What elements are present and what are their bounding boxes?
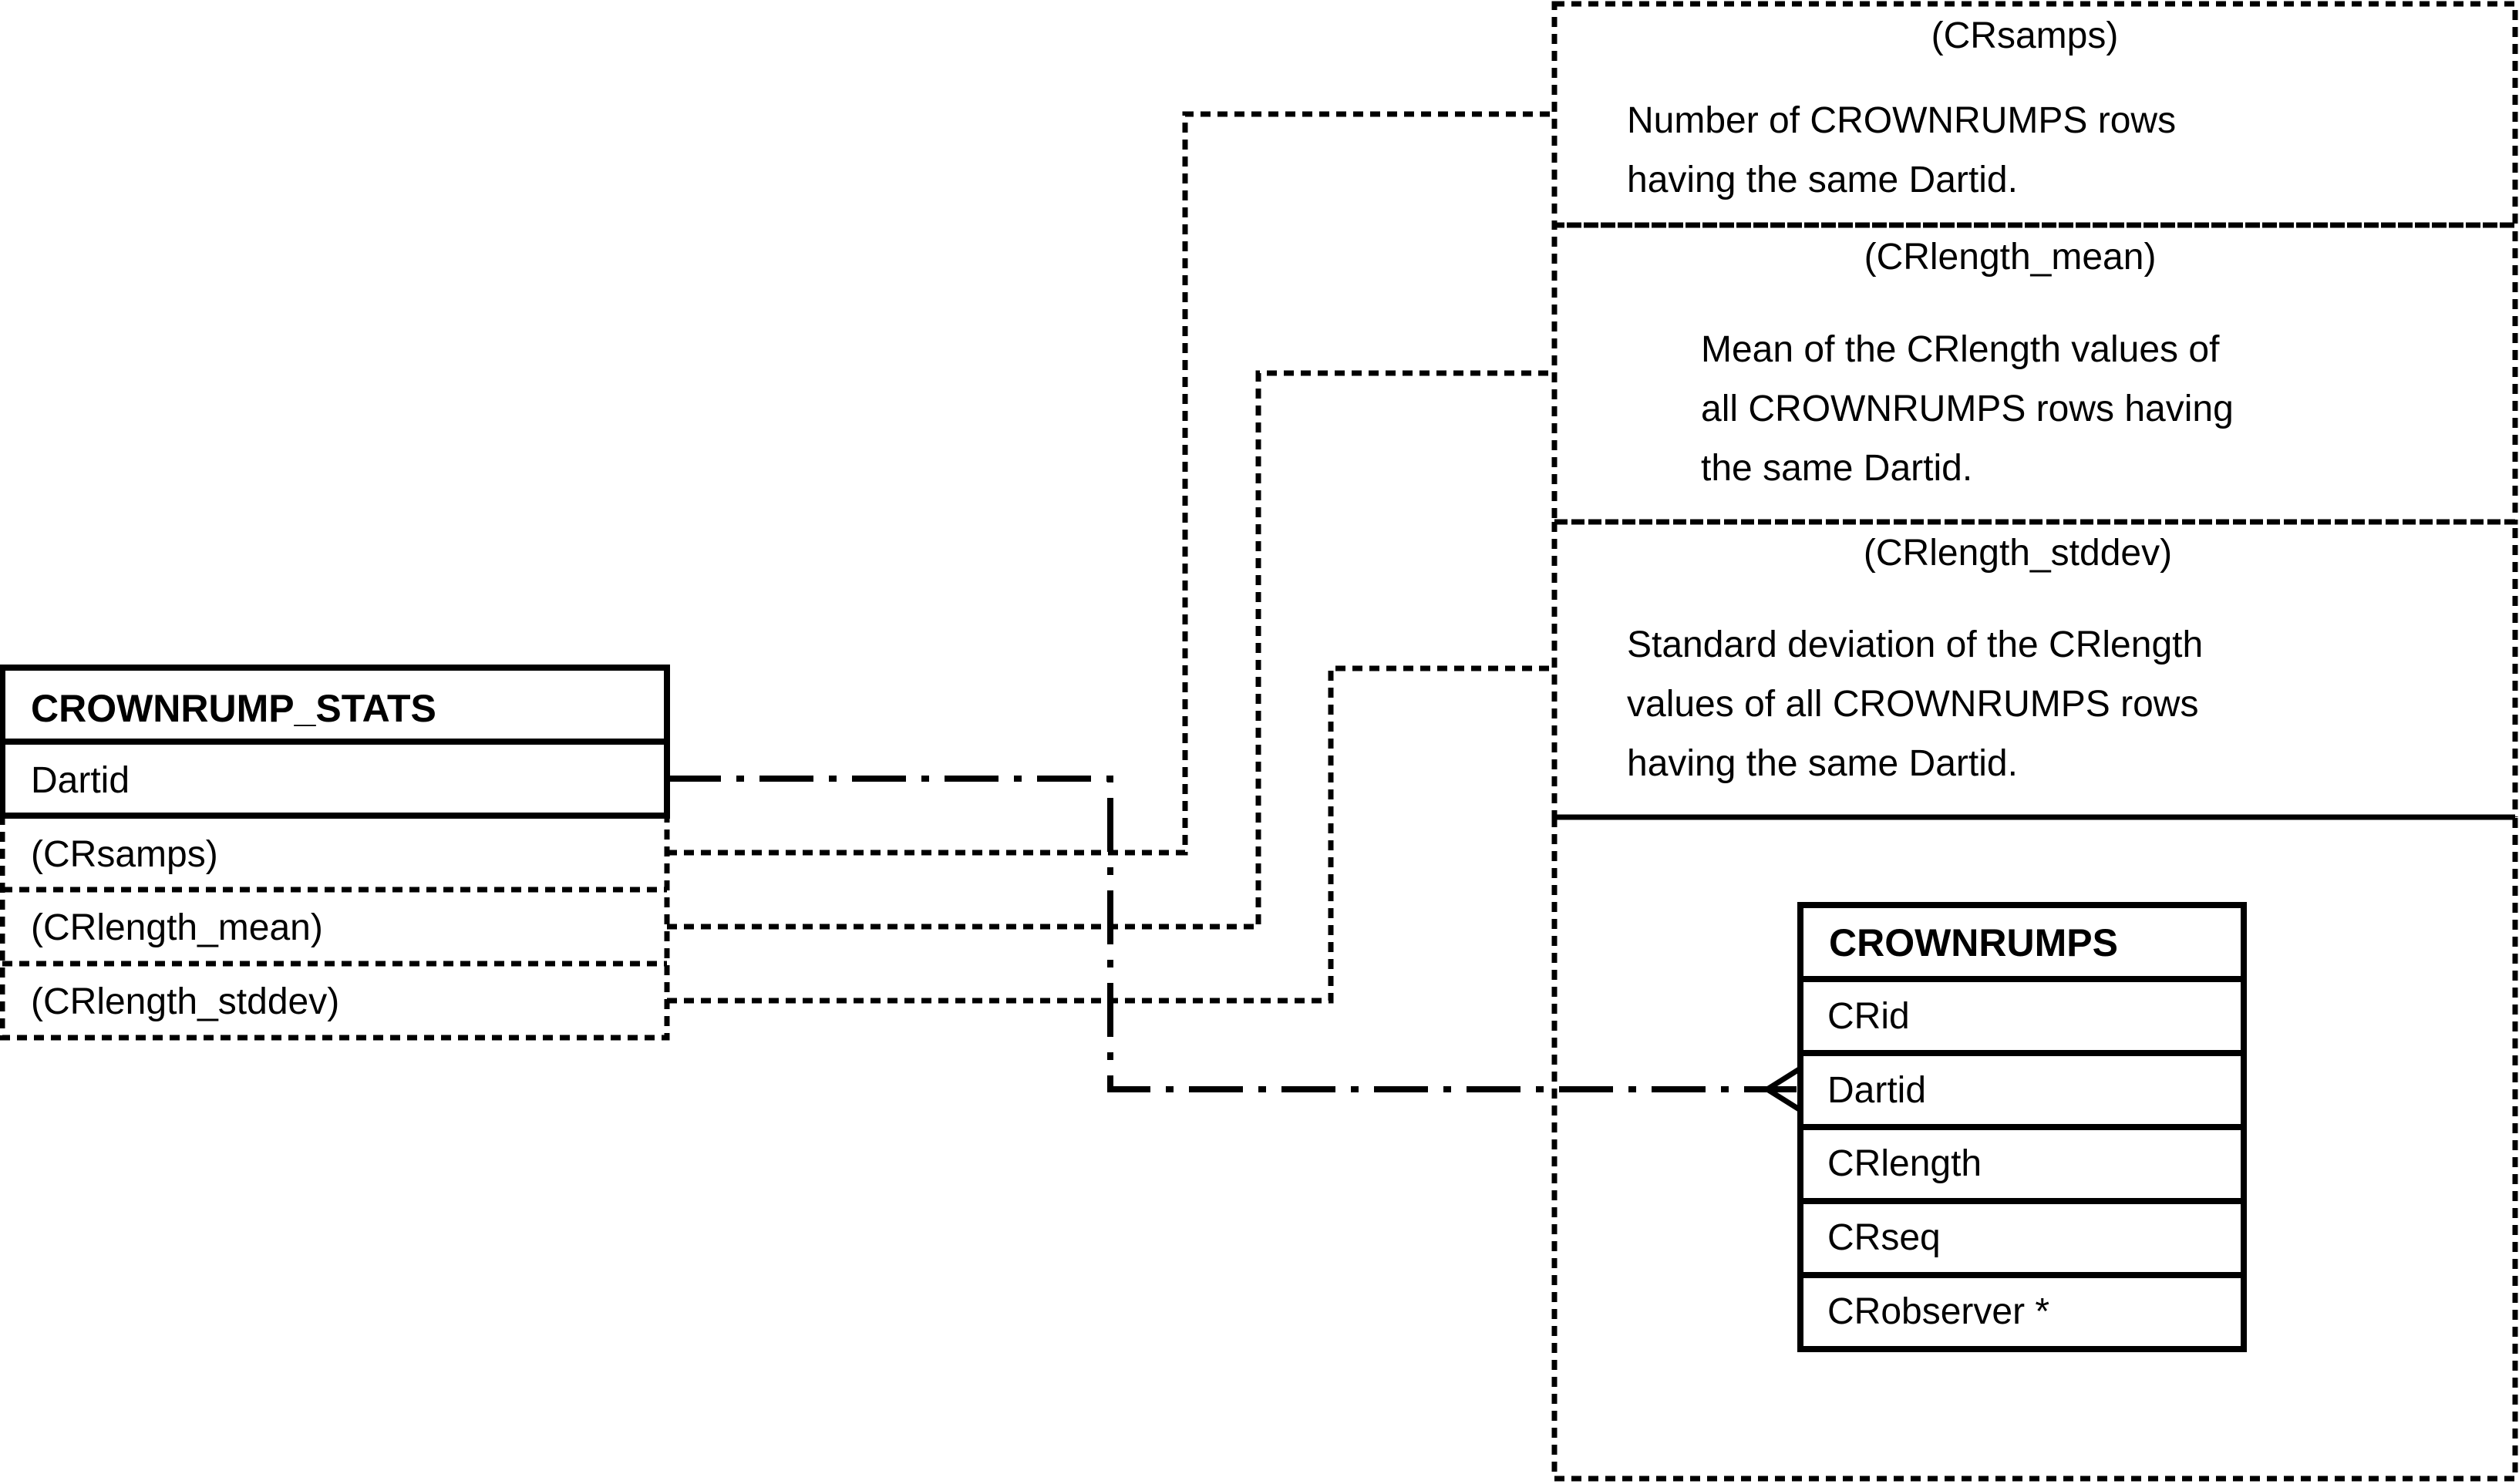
connector-crsamps: [667, 114, 1554, 853]
note-crlength-stddev: [1627, 533, 2203, 784]
crownrumps-attr-crlength: CRlength: [1827, 1143, 1982, 1184]
note-line: having the same Dartid.: [1627, 160, 2018, 200]
stats-attr-crlength-mean: (CRlength_mean): [31, 907, 323, 948]
note-crsamps: [1627, 15, 2176, 200]
crownrumps-attr-crobserver: CRobserver *: [1827, 1291, 2050, 1332]
note-crlength-mean: [1701, 237, 2234, 489]
note-line: Standard deviation of the CRlength: [1627, 624, 2204, 665]
dartid-relationship: [667, 779, 1797, 1089]
stats-entity-title: CROWNRUMP_STATS: [31, 687, 436, 730]
stats-attr-crlength-stddev: (CRlength_stddev): [31, 981, 340, 1022]
crownrump-stats-entity: [2, 668, 667, 1038]
note-heading: (CRlength_stddev): [1863, 533, 2173, 574]
note-heading: (CRlength_mean): [1864, 237, 2157, 278]
crownrumps-attr-crid: CRid: [1827, 996, 1910, 1037]
note-line: having the same Dartid.: [1627, 743, 2018, 784]
stats-key-attribute: Dartid: [31, 760, 130, 801]
note-line: all CROWNRUMPS rows having: [1701, 389, 2234, 429]
crownrumps-attr-dartid: Dartid: [1827, 1070, 1927, 1111]
note-line: Number of CROWNRUMPS rows: [1627, 100, 2177, 141]
crownrumps-entity-title: CROWNRUMPS: [1829, 921, 2118, 964]
crownrumps-entity: [1800, 905, 2244, 1349]
note-line: the same Dartid.: [1701, 448, 1973, 489]
crownrumps-attr-crseq: CRseq: [1827, 1217, 1941, 1258]
note-heading: (CRsamps): [1931, 15, 2119, 56]
note-line: values of all CROWNRUMPS rows: [1627, 684, 2199, 725]
stats-attr-crsamps: (CRsamps): [31, 834, 218, 875]
note-line: Mean of the CRlength values of: [1701, 329, 2220, 370]
relationship-line: [667, 779, 1797, 1089]
